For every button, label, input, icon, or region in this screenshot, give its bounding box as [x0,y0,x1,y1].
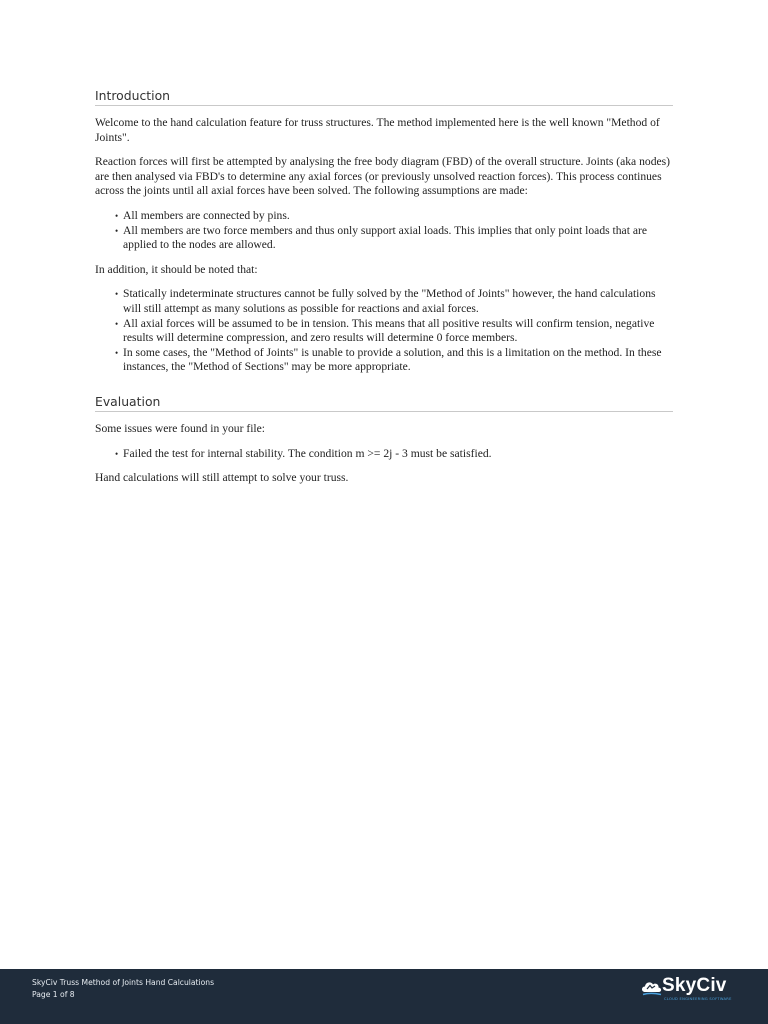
note-item: • In some cases, the "Method of Joints" is unable to provide a solution, and this is a limitation on the method. In these instances, the "Method of Sections" may be more appropriate. [123,346,673,375]
page-content [95,88,673,496]
page-footer [0,969,768,1024]
intro-paragraph-1: Welcome to the hand calculation feature for truss structures. The method implemented here is the well known "Method of Joints". [95,116,660,144]
evaluation-heading: Evaluation [95,394,673,412]
evaluation-paragraph-1: Some issues were found in your file: [95,421,266,435]
note-item: • All axial forces will be assumed to be in tension. This means that all positive results will confirm tension, negative results will determine compression, and zero results will determine 0 force members. [123,317,673,346]
issue-item: • Failed the test for internal stability. The condition m >= 2j - 3 must be satisfied. [123,447,673,462]
issues-list [95,447,673,462]
assumption-item: • All members are connected by pins. [123,209,673,224]
introduction-heading: Introduction [95,88,673,106]
logo-wordmark: SkyCiv [662,975,727,996]
assumptions-list [95,209,673,253]
note-item: • Statically indeterminate structures cannot be fully solved by the "Method of Joints" however, the hand calculations will still attempt as many solutions as possible for reactions and axial forces. [123,287,673,316]
notes-list [95,287,673,375]
footer-text [32,977,214,1001]
evaluation-paragraph-2: Hand calculations will still attempt to solve your truss. [95,471,349,485]
skyciv-cloud-icon [640,977,664,999]
intro-paragraph-3: In addition, it should be noted that: [95,262,258,276]
skyciv-logo [640,975,746,1005]
logo-tagline: CLOUD ENGINEERING SOFTWARE [664,997,732,1001]
assumption-item: • All members are two force members and thus only support axial loads. This implies that only point loads that are applied to the nodes are allowed. [123,224,673,253]
footer-page-info: Page 1 of 8 [32,990,75,999]
intro-paragraph-2: Reaction forces will first be attempted by analysing the free body diagram (FBD) of the overall structure. Joints (aka nodes) are then analysed via FBD's to determine any axial forces (or previously unsolved reaction forces). This process continues across the joints until all axial forces have been solved. The following assumptions are made: [95,155,671,198]
footer-doc-title: SkyCiv Truss Method of Joints Hand Calculations [32,978,215,987]
